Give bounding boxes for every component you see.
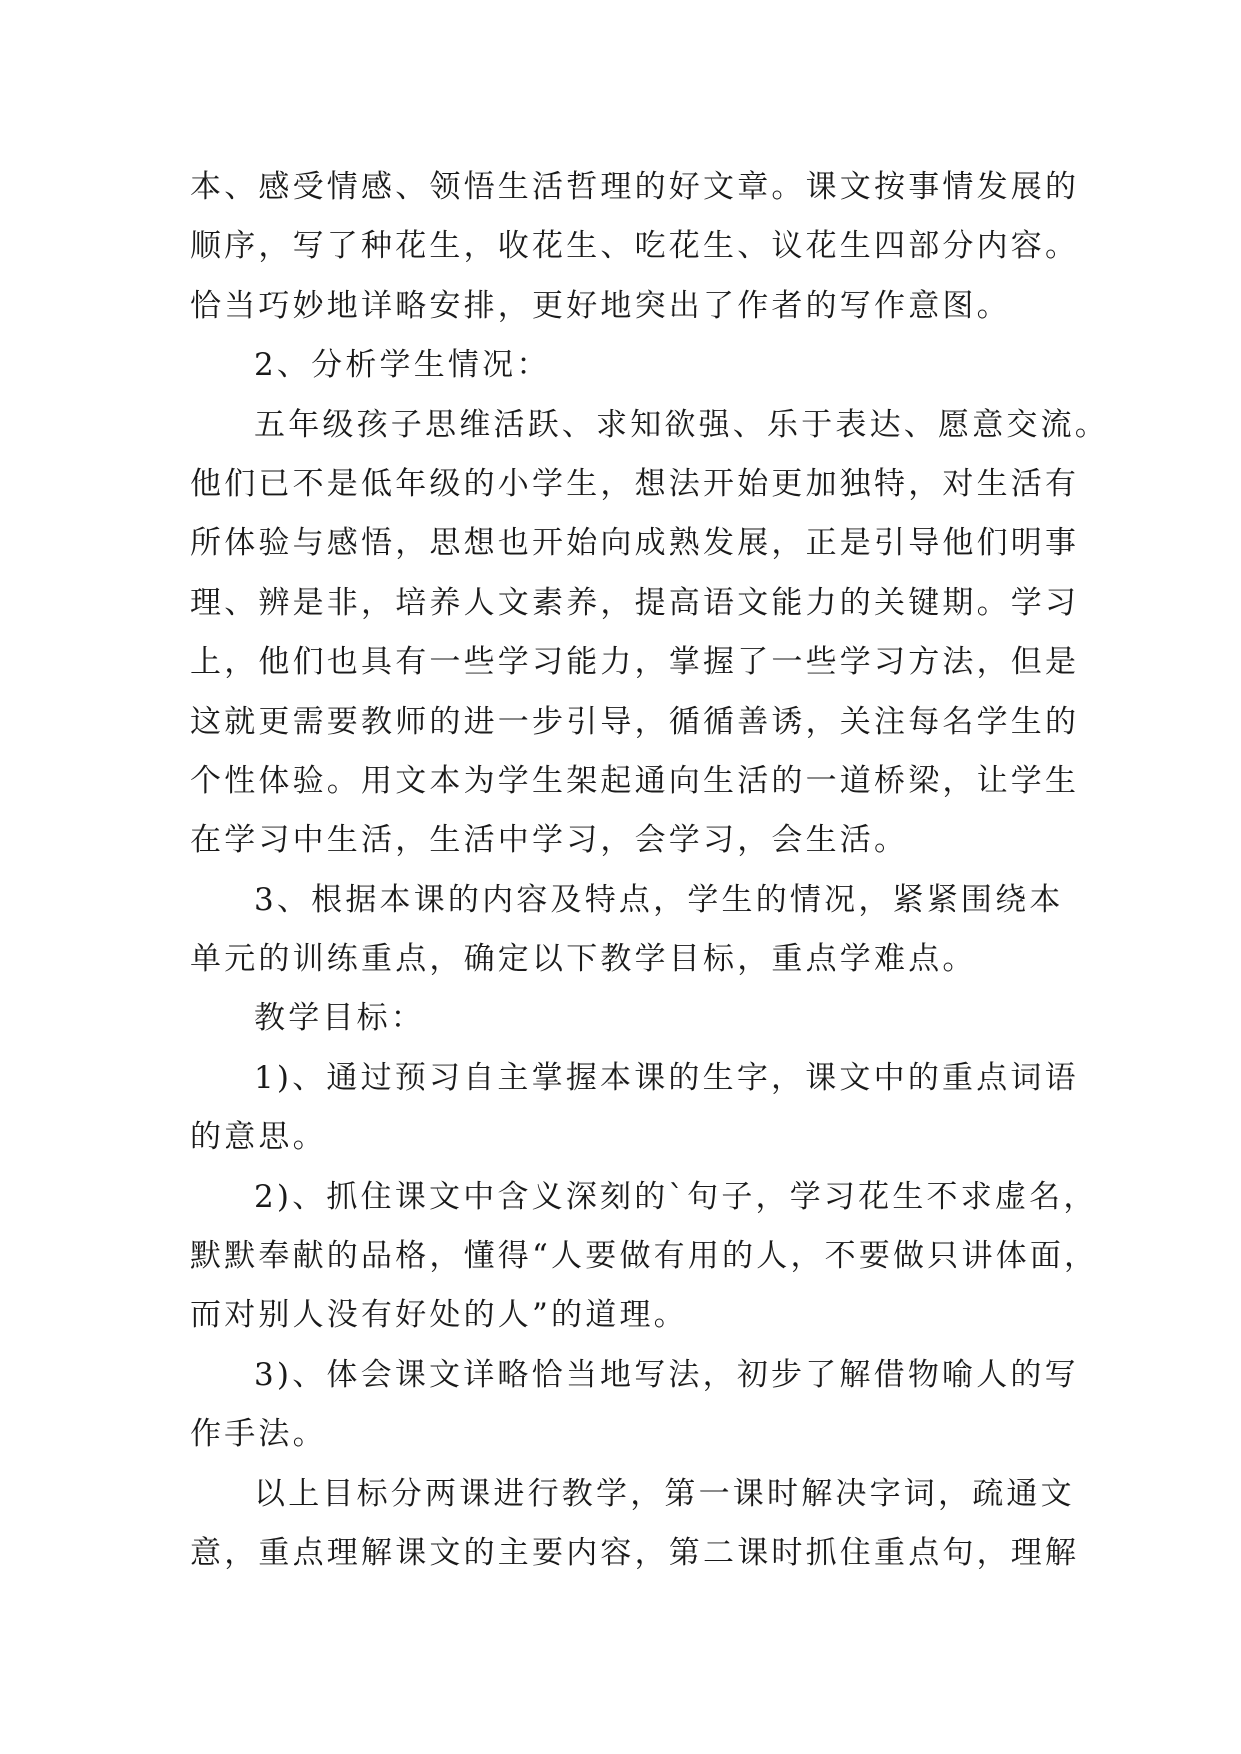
text-line: 在学习中生活，生活中学习，会学习，会生活。: [190, 822, 909, 859]
list-item: 3)、体会课文详略恰当地写法，初步了解借物喻人的写: [254, 1356, 1079, 1393]
text-line: 作手法。: [190, 1416, 327, 1453]
text-line: 意，重点理解课文的主要内容，第二课时抓住重点句，理解: [190, 1534, 1080, 1571]
text-line: 个性体验。用文本为学生架起通向生活的一道桥梁，让学生: [190, 762, 1080, 799]
text-line: 以上目标分两课进行教学，第一课时解决字词，疏通文: [254, 1475, 1075, 1512]
list-item: 2)、抓住课文中含义深刻的`句子，学习花生不求虚名，: [254, 1178, 1098, 1215]
list-item: 1)、通过预习自主掌握本课的生字，课文中的重点词语: [254, 1059, 1079, 1096]
text-line: 3、根据本课的内容及特点，学生的情况，紧紧围绕本: [254, 881, 1064, 918]
text-line: 的意思。: [190, 1119, 327, 1156]
text-line: 所体验与感悟，思想也开始向成熟发展，正是引导他们明事: [190, 525, 1080, 562]
text-line: 默默奉献的品格，懂得“人要做有用的人，不要做只讲体面，: [190, 1238, 1099, 1275]
text-line: 五年级孩子思维活跃、求知欲强、乐于表达、愿意交流。: [254, 406, 1109, 443]
text-line: 上，他们也具有一些学习能力，掌握了一些学习方法，但是: [190, 644, 1080, 681]
section-heading: 2、分析学生情况：: [254, 347, 551, 384]
text-line: 恰当巧妙地详略安排，更好地突出了作者的写作意图。: [190, 287, 1011, 324]
text-line: 他们已不是低年级的小学生，想法开始更加独特，对生活有: [190, 465, 1080, 502]
section-heading: 教学目标：: [254, 1000, 425, 1037]
text-line: 这就更需要教师的进一步引导，循循善诱，关注每名学生的: [190, 703, 1080, 740]
text-line: 本、感受情感、领悟生活哲理的好文章。课文按事情发展的: [190, 169, 1080, 205]
document-body: [190, 158, 1109, 1583]
text-line: 理、辨是非，培养人文素养，提高语文能力的关键期。学习: [190, 584, 1080, 621]
text-line: 顺序，写了种花生，收花生、吃花生、议花生四部分内容。: [190, 228, 1080, 265]
text-line: 单元的训练重点，确定以下教学目标，重点学难点。: [190, 941, 977, 978]
text-line: 而对别人没有好处的人”的道理。: [190, 1297, 688, 1334]
